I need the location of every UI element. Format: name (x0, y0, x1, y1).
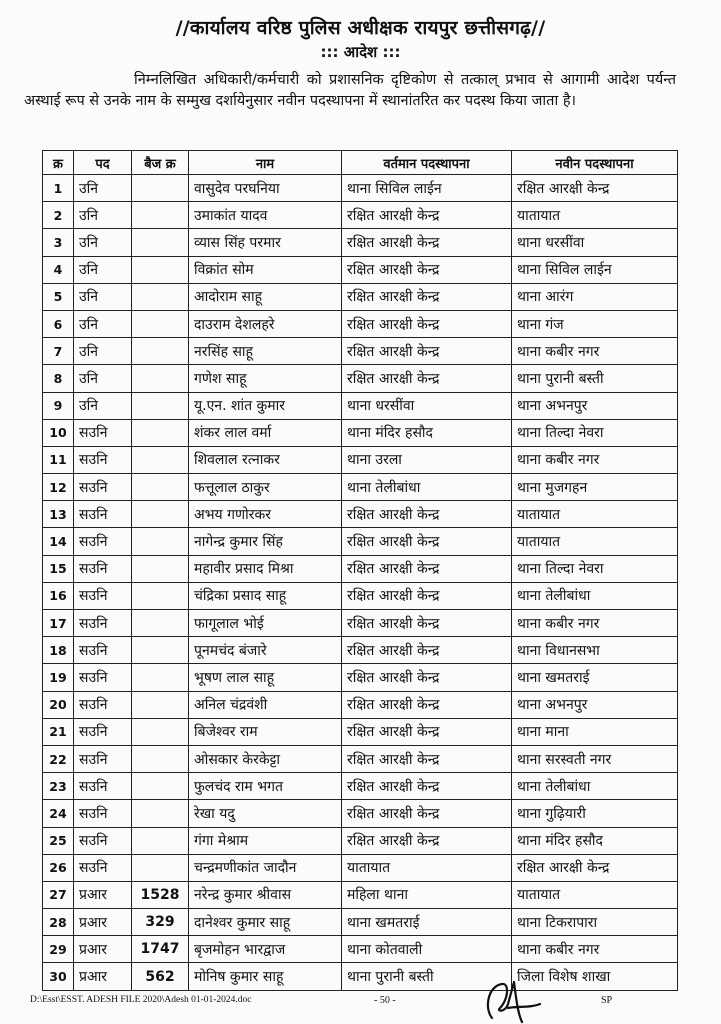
name-cell: वासुदेव परघनिया (189, 175, 342, 202)
badge-cell (132, 718, 189, 745)
table-row (43, 310, 678, 337)
rank-cell: सउनि (74, 718, 132, 745)
serial-cell: 9 (43, 392, 74, 419)
new-posting-cell: थाना तिल्दा नेवरा (512, 555, 678, 582)
office-title: //कार्यालय वरिष्ठ पुलिस अधीक्षक रायपुर छत्तीसगढ़// (175, 17, 546, 39)
current-posting-cell: रक्षित आरक्षी केन्द्र (342, 773, 512, 800)
table-row (43, 881, 678, 908)
badge-cell (132, 310, 189, 337)
current-posting-cell: रक्षित आरक्षी केन्द्र (342, 610, 512, 637)
current-posting-cell: थाना कोतवाली (342, 936, 512, 963)
badge-cell: 562 (132, 963, 189, 990)
new-posting-cell: थाना तेलीबांधा (512, 582, 678, 609)
serial-cell: 29 (43, 936, 74, 963)
badge-cell (132, 474, 189, 501)
new-posting-cell: थाना गंज (512, 310, 678, 337)
new-posting-cell: थाना अभनपुर (512, 392, 678, 419)
name-cell: शंकर लाल वर्मा (189, 419, 342, 446)
name-cell: नागेन्द्र कुमार सिंह (189, 528, 342, 555)
badge-cell (132, 745, 189, 772)
new-posting-cell: थाना कबीर नगर (512, 610, 678, 637)
rank-cell: उनि (74, 175, 132, 202)
table-row (43, 691, 678, 718)
serial-cell: 7 (43, 338, 74, 365)
badge-cell (132, 664, 189, 691)
sp-label: SP (601, 995, 613, 1006)
badge-cell (132, 637, 189, 664)
name-cell: चन्द्रमणीकांत जादौन (189, 854, 342, 881)
serial-cell: 1 (43, 175, 74, 202)
current-posting-cell: रक्षित आरक्षी केन्द्र (342, 827, 512, 854)
serial-cell: 20 (43, 691, 74, 718)
name-cell: दाउराम देशलहरे (189, 310, 342, 337)
table-row (43, 419, 678, 446)
badge-cell (132, 229, 189, 256)
table-row (43, 854, 678, 881)
serial-cell: 10 (43, 419, 74, 446)
current-posting-cell: थाना खमतराई (342, 909, 512, 936)
current-posting-cell: रक्षित आरक्षी केन्द्र (342, 800, 512, 827)
current-posting-cell: रक्षित आरक्षी केन्द्र (342, 664, 512, 691)
file-path: D:\Esst\ESST. ADESH FILE 2020\Adesh 01-01-2024.doc (30, 995, 252, 1005)
badge-cell (132, 419, 189, 446)
new-posting-cell: थाना तिल्दा नेवरा (512, 419, 678, 446)
rank-cell: सउनि (74, 528, 132, 555)
rank-cell: उनि (74, 310, 132, 337)
rank-cell: उनि (74, 338, 132, 365)
new-posting-cell: थाना खमतराई (512, 664, 678, 691)
new-posting-cell: थाना सिविल लाईन (512, 256, 678, 283)
badge-cell (132, 256, 189, 283)
badge-cell (132, 392, 189, 419)
serial-cell: 19 (43, 664, 74, 691)
table-row (43, 365, 678, 392)
current-posting-cell: रक्षित आरक्षी केन्द्र (342, 582, 512, 609)
table-row (43, 175, 678, 202)
badge-cell (132, 365, 189, 392)
new-posting-cell: थाना विधानसभा (512, 637, 678, 664)
name-cell: अभय गणोरकर (189, 501, 342, 528)
table-row (43, 909, 678, 936)
table-row (43, 392, 678, 419)
name-cell: आदोराम साहू (189, 283, 342, 310)
signature-icon (478, 978, 548, 1024)
current-posting-cell: महिला थाना (342, 881, 512, 908)
name-cell: पूनमचंद बंजारे (189, 637, 342, 664)
table-row (43, 256, 678, 283)
rank-cell: प्रआर (74, 881, 132, 908)
serial-cell: 16 (43, 582, 74, 609)
serial-cell: 6 (43, 310, 74, 337)
table-row (43, 474, 678, 501)
name-cell: गणेश साहू (189, 365, 342, 392)
name-cell: फत्तूलाल ठाकुर (189, 474, 342, 501)
rank-cell: सउनि (74, 854, 132, 881)
name-cell: ओसकार केरकेट्टा (189, 745, 342, 772)
serial-cell: 13 (43, 501, 74, 528)
new-posting-cell: थाना तेलीबांधा (512, 773, 678, 800)
new-posting-cell: थाना मंदिर हसौद (512, 827, 678, 854)
current-posting-cell: रक्षित आरक्षी केन्द्र (342, 501, 512, 528)
new-posting-cell: थाना सरस्वती नगर (512, 745, 678, 772)
rank-cell: उनि (74, 283, 132, 310)
name-cell: दानेश्वर कुमार साहू (189, 909, 342, 936)
transfer-table (42, 150, 678, 991)
name-cell: शिवलाल रत्नाकर (189, 446, 342, 473)
rank-cell: सउनि (74, 555, 132, 582)
current-posting-cell: रक्षित आरक्षी केन्द्र (342, 338, 512, 365)
badge-cell (132, 175, 189, 202)
serial-cell: 14 (43, 528, 74, 555)
header-new-posting: नवीन पदस्थापना (512, 151, 678, 175)
new-posting-cell: यातायात (512, 881, 678, 908)
badge-cell (132, 610, 189, 637)
new-posting-cell: यातायात (512, 501, 678, 528)
table-row (43, 555, 678, 582)
current-posting-cell: थाना तेलीबांधा (342, 474, 512, 501)
badge-cell (132, 555, 189, 582)
rank-cell: सउनि (74, 800, 132, 827)
new-posting-cell: थाना माना (512, 718, 678, 745)
new-posting-cell: थाना अभनपुर (512, 691, 678, 718)
name-cell: अनिल चंद्रवंशी (189, 691, 342, 718)
serial-cell: 26 (43, 854, 74, 881)
name-cell: विक्रांत सोम (189, 256, 342, 283)
rank-cell: उनि (74, 256, 132, 283)
badge-cell (132, 528, 189, 555)
current-posting-cell: थाना सिविल लाईन (342, 175, 512, 202)
current-posting-cell: रक्षित आरक्षी केन्द्र (342, 365, 512, 392)
name-cell: रेखा यदु (189, 800, 342, 827)
table-header-row (43, 151, 678, 175)
new-posting-cell: जिला विशेष शाखा (512, 963, 678, 990)
page-number: - 50 - (374, 995, 396, 1006)
rank-cell: प्रआर (74, 963, 132, 990)
header-current-posting: वर्तमान पदस्थापना (342, 151, 512, 175)
serial-cell: 3 (43, 229, 74, 256)
new-posting-cell: थाना टिकरापारा (512, 909, 678, 936)
new-posting-cell: थाना आरंग (512, 283, 678, 310)
serial-cell: 11 (43, 446, 74, 473)
serial-cell: 2 (43, 202, 74, 229)
new-posting-cell: थाना कबीर नगर (512, 936, 678, 963)
serial-cell: 15 (43, 555, 74, 582)
name-cell: यू.एन. शांत कुमार (189, 392, 342, 419)
new-posting-cell: थाना गुढ़ियारी (512, 800, 678, 827)
table-row (43, 610, 678, 637)
name-cell: व्यास सिंह परमार (189, 229, 342, 256)
rank-cell: प्रआर (74, 909, 132, 936)
rank-cell: सउनि (74, 745, 132, 772)
current-posting-cell: रक्षित आरक्षी केन्द्र (342, 637, 512, 664)
new-posting-cell: थाना धरसींवा (512, 229, 678, 256)
table-row (43, 229, 678, 256)
name-cell: उमाकांत यादव (189, 202, 342, 229)
rank-cell: सउनि (74, 664, 132, 691)
badge-cell (132, 773, 189, 800)
badge-cell: 1747 (132, 936, 189, 963)
badge-cell: 1528 (132, 881, 189, 908)
badge-cell (132, 691, 189, 718)
table-row (43, 827, 678, 854)
table-row (43, 664, 678, 691)
current-posting-cell: थाना धरसींवा (342, 392, 512, 419)
serial-cell: 23 (43, 773, 74, 800)
badge-cell: 329 (132, 909, 189, 936)
new-posting-cell: रक्षित आरक्षी केन्द्र (512, 854, 678, 881)
table-row (43, 637, 678, 664)
badge-cell (132, 800, 189, 827)
order-text (24, 70, 676, 112)
rank-cell: उनि (74, 365, 132, 392)
name-cell: मोनिष कुमार साहू (189, 963, 342, 990)
serial-cell: 21 (43, 718, 74, 745)
new-posting-cell: थाना कबीर नगर (512, 446, 678, 473)
new-posting-cell: रक्षित आरक्षी केन्द्र (512, 175, 678, 202)
name-cell: फुलचंद राम भगत (189, 773, 342, 800)
table-row (43, 582, 678, 609)
name-cell: फागूलाल भोई (189, 610, 342, 637)
current-posting-cell: थाना पुरानी बस्ती (342, 963, 512, 990)
badge-cell (132, 582, 189, 609)
current-posting-cell: रक्षित आरक्षी केन्द्र (342, 256, 512, 283)
serial-cell: 25 (43, 827, 74, 854)
name-cell: नरेन्द्र कुमार श्रीवास (189, 881, 342, 908)
current-posting-cell: रक्षित आरक्षी केन्द्र (342, 283, 512, 310)
rank-cell: सउनि (74, 773, 132, 800)
table-row (43, 283, 678, 310)
table-row (43, 745, 678, 772)
badge-cell (132, 446, 189, 473)
name-cell: गंगा मेश्राम (189, 827, 342, 854)
header-rank: पद (74, 151, 132, 175)
rank-cell: सउनि (74, 610, 132, 637)
rank-cell: सउनि (74, 446, 132, 473)
rank-cell: सउनि (74, 637, 132, 664)
new-posting-cell: थाना मुजगहन (512, 474, 678, 501)
current-posting-cell: रक्षित आरक्षी केन्द्र (342, 229, 512, 256)
serial-cell: 4 (43, 256, 74, 283)
serial-cell: 8 (43, 365, 74, 392)
current-posting-cell: रक्षित आरक्षी केन्द्र (342, 310, 512, 337)
table-row (43, 936, 678, 963)
current-posting-cell: रक्षित आरक्षी केन्द्र (342, 528, 512, 555)
table-row (43, 446, 678, 473)
name-cell: महावीर प्रसाद मिश्रा (189, 555, 342, 582)
serial-cell: 27 (43, 881, 74, 908)
table-row (43, 528, 678, 555)
new-posting-cell: थाना कबीर नगर (512, 338, 678, 365)
rank-cell: सउनि (74, 419, 132, 446)
serial-cell: 12 (43, 474, 74, 501)
header-badge: बैज क्र (132, 151, 189, 175)
current-posting-cell: थाना मंदिर हसौद (342, 419, 512, 446)
table-row (43, 963, 678, 990)
serial-cell: 18 (43, 637, 74, 664)
serial-cell: 17 (43, 610, 74, 637)
name-cell: चंद्रिका प्रसाद साहू (189, 582, 342, 609)
table-row (43, 202, 678, 229)
header-name: नाम (189, 151, 342, 175)
table-row (43, 501, 678, 528)
name-cell: नरसिंह साहू (189, 338, 342, 365)
rank-cell: सउनि (74, 691, 132, 718)
current-posting-cell: थाना उरला (342, 446, 512, 473)
table-row (43, 338, 678, 365)
current-posting-cell: रक्षित आरक्षी केन्द्र (342, 718, 512, 745)
badge-cell (132, 202, 189, 229)
rank-cell: सउनि (74, 827, 132, 854)
current-posting-cell: रक्षित आरक्षी केन्द्र (342, 555, 512, 582)
name-cell: भूषण लाल साहू (189, 664, 342, 691)
badge-cell (132, 827, 189, 854)
rank-cell: उनि (74, 202, 132, 229)
badge-cell (132, 283, 189, 310)
current-posting-cell: रक्षित आरक्षी केन्द्र (342, 745, 512, 772)
badge-cell (132, 501, 189, 528)
table-row (43, 773, 678, 800)
rank-cell: प्रआर (74, 936, 132, 963)
rank-cell: सउनि (74, 474, 132, 501)
new-posting-cell: यातायात (512, 202, 678, 229)
order-heading: ::: आदेश ::: (320, 43, 401, 61)
serial-cell: 24 (43, 800, 74, 827)
table-row (43, 718, 678, 745)
serial-cell: 22 (43, 745, 74, 772)
rank-cell: उनि (74, 229, 132, 256)
order-paragraph: निम्नलिखित अधिकारी/कर्मचारी को प्रशासनिक दृष्टिकोण से तत्काल् प्रभाव से आगामी आदेश पर्यन्त अस्थाई रूप से उनके नाम के सम्मुख दर्शायेनुसार नवीन पदस्थापना में स्थानांतरित कर पदस्थ किया जाता है। (24, 72, 676, 109)
header-serial: क्र (43, 151, 74, 175)
serial-cell: 28 (43, 909, 74, 936)
badge-cell (132, 338, 189, 365)
current-posting-cell: रक्षित आरक्षी केन्द्र (342, 691, 512, 718)
rank-cell: सउनि (74, 501, 132, 528)
rank-cell: उनि (74, 392, 132, 419)
table-row (43, 800, 678, 827)
new-posting-cell: यातायात (512, 528, 678, 555)
current-posting-cell: यातायात (342, 854, 512, 881)
name-cell: बृजमोहन भारद्वाज (189, 936, 342, 963)
name-cell: बिजेश्वर राम (189, 718, 342, 745)
badge-cell (132, 854, 189, 881)
serial-cell: 30 (43, 963, 74, 990)
new-posting-cell: थाना पुरानी बस्ती (512, 365, 678, 392)
current-posting-cell: रक्षित आरक्षी केन्द्र (342, 202, 512, 229)
serial-cell: 5 (43, 283, 74, 310)
rank-cell: सउनि (74, 582, 132, 609)
